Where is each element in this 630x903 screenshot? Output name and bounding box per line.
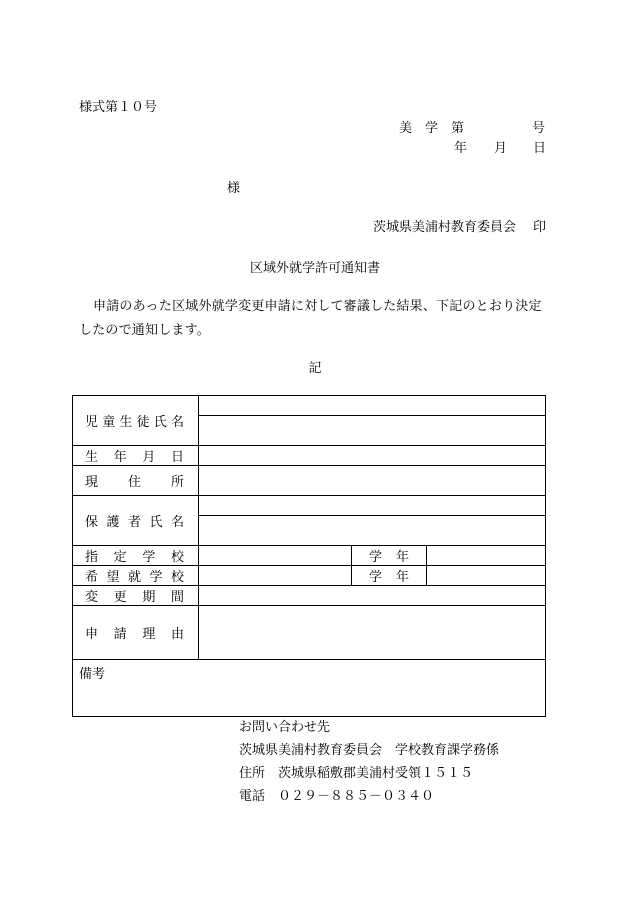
seal-mark: 印 xyxy=(532,220,546,235)
birth-date-label: 生 年 月 日 xyxy=(73,446,199,466)
address-label: 現 住 所 xyxy=(73,466,199,496)
student-name-label: 児童生徒氏名 xyxy=(73,396,199,446)
change-period-label: 変 更 期 間 xyxy=(73,586,199,606)
desired-school-grade-field[interactable] xyxy=(427,566,546,586)
designated-school-grade-field[interactable] xyxy=(427,546,546,566)
document-title: 区域外就学許可通知書 xyxy=(249,261,380,276)
application-reason-label: 申 請 理 由 xyxy=(73,606,199,660)
contact-phone: 電話 ０２９－８８５－０３４０ xyxy=(239,789,435,804)
body-text: 申請のあった区域外就学変更申請に対して審議した結果、下記のとおり決定したので通知します。 xyxy=(79,299,542,338)
desired-school-field[interactable] xyxy=(199,566,352,586)
change-period-field[interactable] xyxy=(199,586,546,606)
date-year: 年 xyxy=(454,141,468,156)
designated-school-field[interactable] xyxy=(199,546,352,566)
address-field[interactable] xyxy=(199,466,546,496)
designated-school-grade-label: 学年 xyxy=(352,546,427,566)
guardian-name-furigana-field[interactable] xyxy=(199,496,546,516)
designated-school-label: 指 定 学 校 xyxy=(73,546,199,566)
contact-office: 茨城県美浦村教育委員会 学校教育課学務係 xyxy=(239,743,500,758)
application-reason-field[interactable] xyxy=(199,606,546,660)
ki-heading: 記 xyxy=(308,361,322,376)
guardian-name-label: 保護者氏名 xyxy=(73,496,199,546)
remarks-field[interactable] xyxy=(73,660,546,717)
desired-school-label: 希望就学校 xyxy=(73,566,199,586)
application-form-table xyxy=(72,395,546,717)
recipient-suffix: 様 xyxy=(227,181,241,196)
contact-info xyxy=(239,716,559,808)
contact-address: 住所 茨城県稲敷郡美浦村受領１５１５ xyxy=(239,766,474,781)
student-name-furigana-field[interactable] xyxy=(199,396,546,416)
document-number-suffix: 号 xyxy=(531,121,545,136)
birth-date-field[interactable] xyxy=(199,446,546,466)
date-month: 月 xyxy=(494,141,508,156)
document-number-prefix: 美 学 第 xyxy=(399,121,465,136)
guardian-name-field[interactable] xyxy=(199,516,546,546)
remarks-label: 備考 xyxy=(79,667,106,682)
contact-heading: お問い合わせ先 xyxy=(239,720,331,735)
student-name-field[interactable] xyxy=(199,416,546,446)
sender-name: 茨城県美浦村教育委員会 xyxy=(373,220,517,235)
form-number: 様式第１０号 xyxy=(79,100,158,115)
sender-line xyxy=(373,216,546,235)
date-day: 日 xyxy=(532,141,546,156)
desired-school-grade-label: 学年 xyxy=(352,566,427,586)
